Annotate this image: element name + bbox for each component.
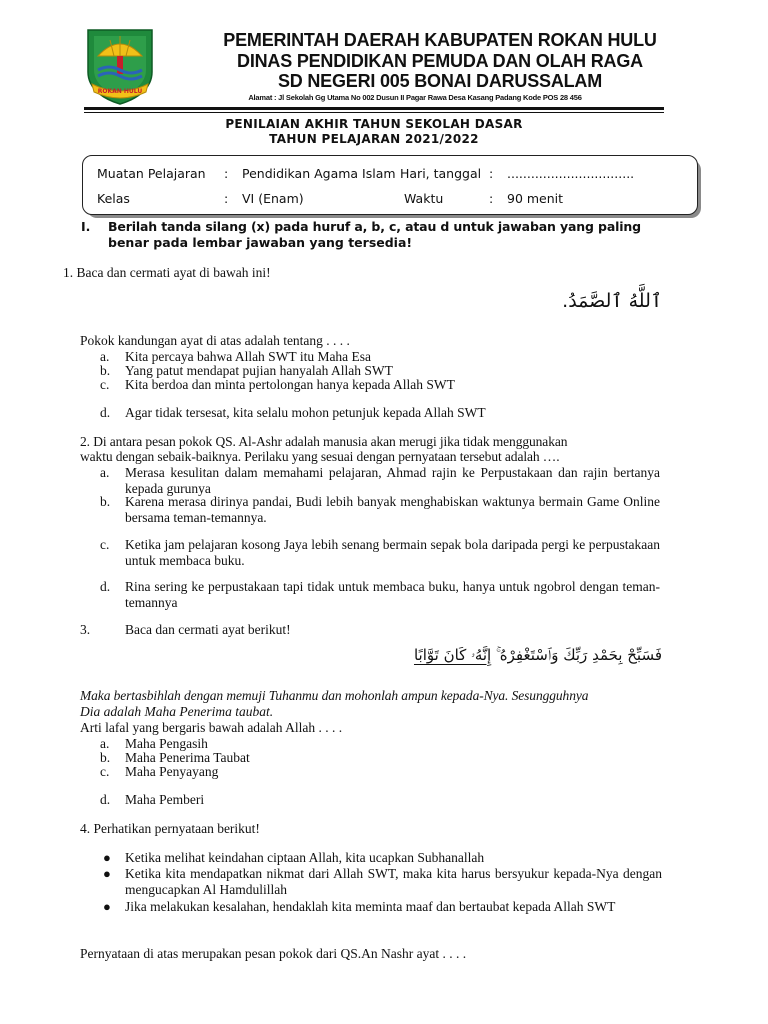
statement-text: Ketika melihat keindahan ciptaan Allah, kita ucapkan Subhanallah (125, 850, 485, 865)
q4-prompt: 4. Perhatikan pernyataan berikut! (80, 821, 260, 836)
statement-text: Ketika kita mendapatkan nikmat dari Allah SWT, maka kita harus bersyukur kepada-Nya dengan mengucapkan Al Hamdulillah (125, 866, 662, 897)
option-letter: c. (100, 764, 110, 779)
section-number: I. (81, 219, 91, 234)
option-text: Maha Penerima Taubat (125, 750, 250, 765)
option-letter: b. (100, 750, 111, 765)
subject-value: Pendidikan Agama Islam (242, 166, 396, 181)
bullet-icon: ● (103, 850, 111, 865)
q4-statement-2 (100, 866, 662, 898)
option-letter: d. (100, 405, 111, 420)
q1-option-c[interactable] (100, 377, 660, 393)
q3-translation-line-2: Dia adalah Maha Penerima taubat. (80, 704, 274, 719)
q1-arabic-verse (420, 290, 662, 312)
option-text: Kita berdoa dan minta pertolongan hanya kepada Allah SWT (125, 377, 455, 392)
q2-stem-line-1: 2. Di antara pesan pokok QS. Al-Ashr adalah manusia akan merugi jika tidak menggunakan (80, 434, 568, 449)
date-value: ................................ (507, 166, 635, 181)
q2-option-a[interactable] (100, 465, 660, 497)
q4-statement-3 (100, 899, 662, 915)
header-line-1: PEMERINTAH DAERAH KABUPATEN ROKAN HULU (223, 30, 657, 50)
date-label: Hari, tanggal (400, 166, 482, 181)
section-instruction-line-1: Berilah tanda silang (x) pada huruf a, b, c, atau d untuk jawaban yang paling (108, 219, 641, 234)
time-label: Waktu (404, 191, 444, 206)
q2-stem-line-2: waktu dengan sebaik-baiknya. Perilaku yang sesuai dengan pernyataan tersebut adalah …. (80, 449, 560, 464)
exam-title: PENILAIAN AKHIR TAHUN SEKOLAH DASAR (225, 117, 523, 131)
q1-arabic-text: ٱللَّهُ ٱلصَّمَدُ (568, 290, 662, 312)
q3-translation-line-1: Maka bertasbihlah dengan memuji Tuhanmu dan mohonlah ampun kepada-Nya. Sesungguhnya (80, 688, 589, 703)
q3-option-c[interactable] (100, 764, 660, 780)
option-text: Ketika jam pelajaran kosong Jaya lebih senang bermain sepak bola daripada pergi ke perpustakaan untuk membaca buku. (125, 537, 660, 568)
option-text: Merasa kesulitan dalam memahami pelajaran, Ahmad rajin ke Perpustakaan dan rajin bertanya kepada gurunya (125, 465, 660, 496)
option-letter: b. (100, 494, 111, 509)
option-text: Maha Pemberi (125, 792, 205, 807)
option-text: Karena merasa dirinya pandai, Budi lebih banyak menghabiskan waktunya bermain Game Online bersama teman-temannya. (125, 494, 660, 525)
option-text: Maha Pengasih (125, 736, 208, 751)
subject-label: Muatan Pelajaran (97, 166, 206, 181)
date-sep: : (489, 166, 494, 181)
option-text: Rina sering ke perpustakaan tapi tidak untuk membaca buku, hanya untuk ngobrol dengan teman-temannya (125, 579, 660, 610)
header-school-name: SD NEGERI 005 BONAI DARUSSALAM (277, 71, 603, 91)
q1-prompt: 1. Baca dan cermati ayat di bawah ini! (63, 265, 271, 280)
q3-number: 3. (80, 622, 91, 637)
school-logo (84, 26, 156, 106)
q4-statement-1 (100, 850, 662, 866)
statement-text: Jika melakukan kesalahan, hendaklah kita meminta maaf dan bertaubat kepada Allah SWT (125, 899, 616, 914)
option-letter: c. (100, 377, 110, 392)
header-divider (84, 107, 664, 110)
time-value: 90 menit (507, 191, 564, 206)
option-letter: c. (100, 537, 110, 552)
info-box (82, 155, 698, 215)
q1-option-d[interactable] (100, 405, 660, 421)
header-divider-thin (84, 112, 664, 113)
q2-option-d[interactable] (100, 579, 660, 611)
class-label: Kelas (97, 191, 130, 206)
q2-option-b[interactable] (100, 494, 660, 526)
option-text: Agar tidak tersesat, kita selalu mohon petunjuk kepada Allah SWT (125, 405, 486, 420)
class-value: VI (Enam) (242, 191, 304, 206)
option-letter: d. (100, 792, 111, 807)
option-text: Kita percaya bahwa Allah SWT itu Maha Esa (125, 349, 372, 364)
header-line-2: DINAS PENDIDIKAN PEMUDA DAN OLAH RAGA (237, 51, 643, 71)
q3-prompt: Baca dan cermati ayat berikut! (125, 622, 291, 637)
option-letter: b. (100, 363, 111, 378)
section-instruction-line-2: benar pada lembar jawaban yang tersedia! (108, 235, 413, 250)
ayah-end-marker-icon: . (562, 290, 569, 312)
option-letter: a. (100, 736, 110, 751)
regency-crest-icon (84, 26, 156, 106)
svg-text:ROKAN HULU: ROKAN HULU (97, 88, 143, 95)
q3-arabic-underlined: إِنَّهُۥ كَانَ تَوَّابًا (413, 646, 492, 664)
subject-sep: : (224, 166, 229, 181)
exam-year: TAHUN PELAJARAN 2021/2022 (269, 132, 479, 146)
q3-arabic-verse (300, 646, 662, 664)
option-letter: d. (100, 579, 111, 594)
bullet-icon: ● (103, 899, 111, 914)
option-text: Yang patut mendapat pujian hanyalah Allah SWT (125, 363, 393, 378)
q3-option-d[interactable] (100, 792, 660, 808)
time-sep: : (489, 191, 494, 206)
q2-option-c[interactable] (100, 537, 660, 569)
option-text: Maha Penyayang (125, 764, 219, 779)
option-letter: a. (100, 349, 110, 364)
class-sep: : (224, 191, 229, 206)
q1-stem: Pokok kandungan ayat di atas adalah tentang . . . . (80, 333, 350, 348)
q3-arabic-main: فَسَبِّحْ بِحَمْدِ رَبِّكَ وَٱسْتَغْفِرْهُ ۚ (491, 646, 662, 664)
q4-stem: Pernyataan di atas merupakan pesan pokok dari QS.An Nashr ayat . . . . (80, 946, 467, 961)
q3-stem: Arti lafal yang bergaris bawah adalah Allah . . . . (80, 720, 343, 735)
bullet-icon: ● (103, 866, 111, 881)
header-address: Alamat : Jl Sekolah Gg Utama No 002 Dusun II Pagar Rawa Desa Kasang Padang Kode POS 28 456 (248, 93, 582, 102)
option-letter: a. (100, 465, 110, 480)
